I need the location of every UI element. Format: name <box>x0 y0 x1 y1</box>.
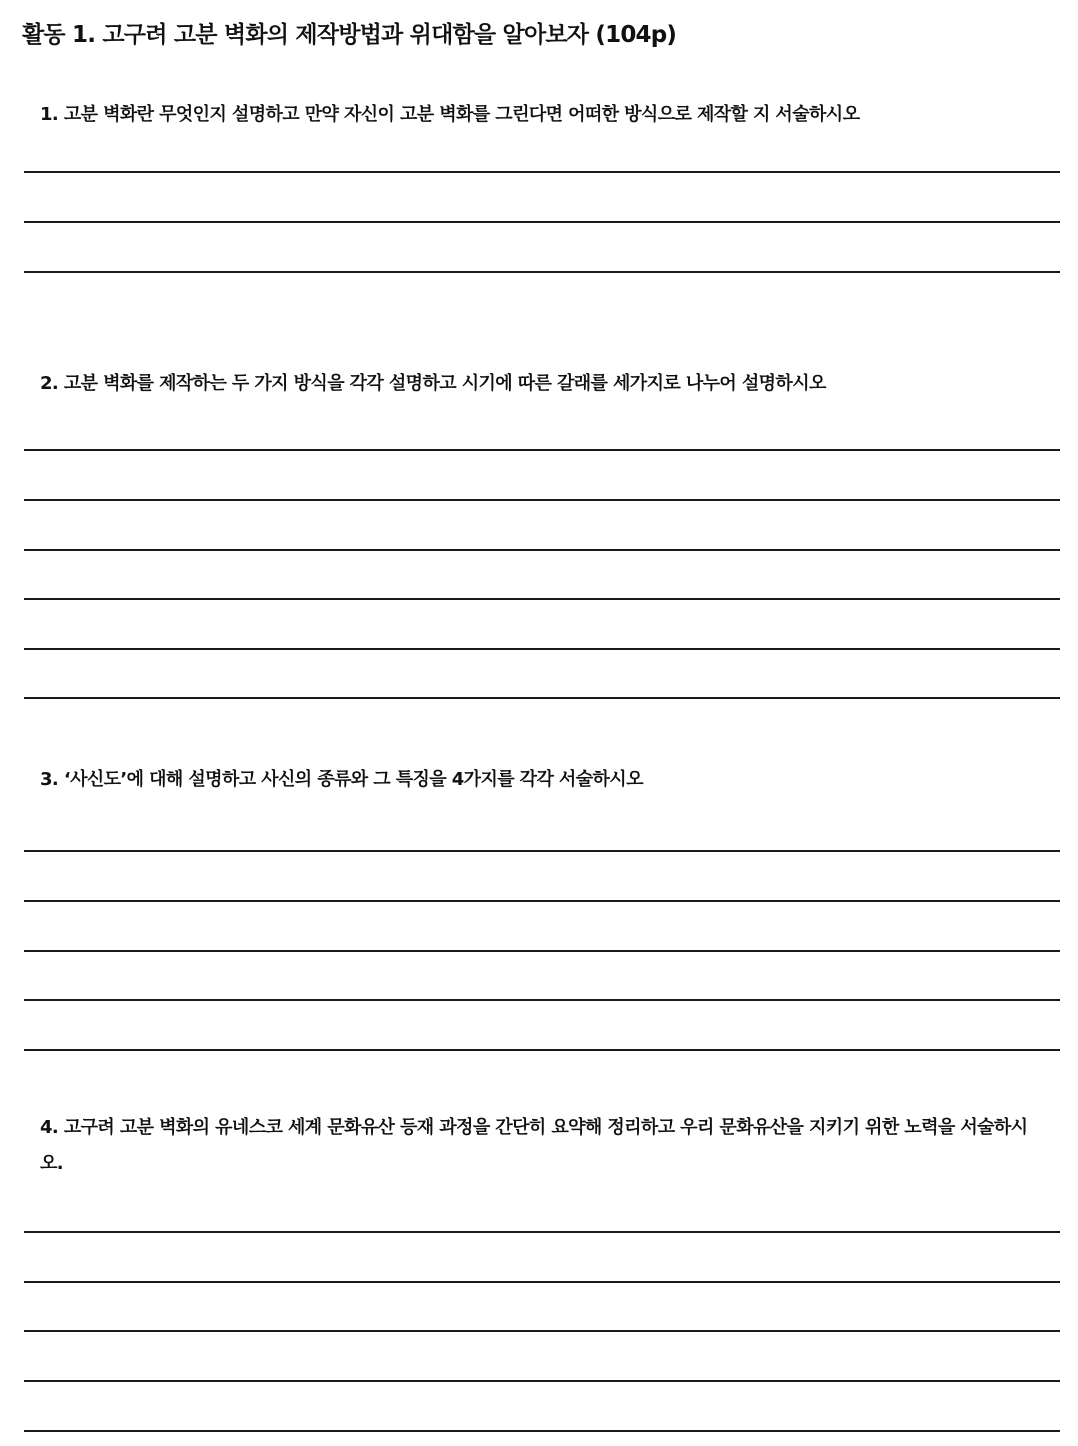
answer-line[interactable] <box>24 648 1060 650</box>
answer-line[interactable] <box>24 1430 1060 1432</box>
answer-line[interactable] <box>24 449 1060 451</box>
question-3: 3. ‘사신도’에 대해 설명하고 사신의 종류와 그 특징을 4가지를 각각 서술하시오 <box>40 769 643 790</box>
answer-line[interactable] <box>24 499 1060 501</box>
answer-line[interactable] <box>24 697 1060 699</box>
answer-line[interactable] <box>24 1049 1060 1051</box>
answer-line[interactable] <box>24 549 1060 551</box>
question-4: 4. 고구려 고분 벽화의 유네스코 세계 문화유산 등재 과정을 간단히 요약해 정리하고 우리 문화유산을 지키기 위한 노력을 서술하시오. <box>40 1117 1028 1174</box>
answer-line[interactable] <box>24 1380 1060 1382</box>
answer-line[interactable] <box>24 598 1060 600</box>
answer-line[interactable] <box>24 271 1060 273</box>
answer-line[interactable] <box>24 900 1060 902</box>
answer-line[interactable] <box>24 1330 1060 1332</box>
answer-line[interactable] <box>24 1231 1060 1233</box>
worksheet-title: 활동 1. 고구려 고분 벽화의 제작방법과 위대함을 알아보자 (104p) <box>22 22 677 48</box>
answer-line[interactable] <box>24 221 1060 223</box>
answer-line[interactable] <box>24 171 1060 173</box>
question-2: 2. 고분 벽화를 제작하는 두 가지 방식을 각각 설명하고 시기에 따른 갈래를 세가지로 나누어 설명하시오 <box>40 373 826 394</box>
answer-line[interactable] <box>24 950 1060 952</box>
question-1: 1. 고분 벽화란 무엇인지 설명하고 만약 자신이 고분 벽화를 그린다면 어떠한 방식으로 제작할 지 서술하시오 <box>40 104 860 125</box>
answer-line[interactable] <box>24 999 1060 1001</box>
answer-line[interactable] <box>24 1281 1060 1283</box>
answer-line[interactable] <box>24 850 1060 852</box>
